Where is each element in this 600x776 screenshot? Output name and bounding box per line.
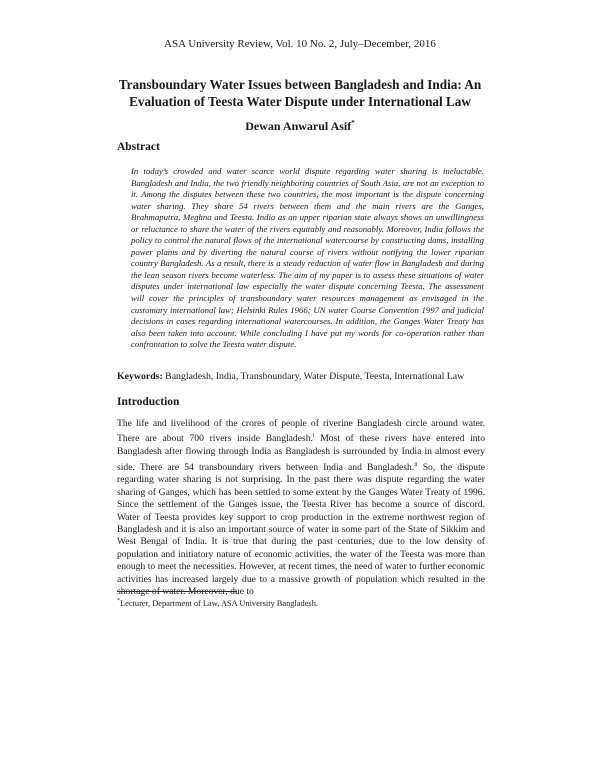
author-line [0, 119, 600, 134]
footnote-text: Lecturer, Department of Law, ASA University Bangladesh. [120, 598, 318, 608]
keywords-line [117, 371, 497, 382]
footnote [117, 598, 318, 608]
running-head: ASA University Review, Vol. 10 No. 2, July–December, 2016 [164, 38, 436, 50]
keywords-text: Bangladesh, India, Transboundary, Water Dispute, Teesta, International Law [165, 371, 465, 382]
intro-text-part1: The life and livelihood of the crores of people of riverine Bangladesh circle around water. There are about 700 rivers inside Bangladesh. [117, 418, 485, 445]
intro-text-part2: Most of these rivers have entered into Bangladesh after flowing through India as Bangladesh is surrounded by India in almost every side. There are 54 transboundary rivers between India and Bangladesh. [117, 433, 486, 473]
article-title: Transboundary Water Issues between Bangladesh and India: An Evaluation of Teesta Water Dispute under International Law [118, 77, 482, 109]
endnote-ref-2: ii [414, 461, 418, 468]
introduction-heading: Introduction [117, 396, 180, 408]
footnote-divider [117, 591, 237, 592]
keywords-label: Keywords: [117, 371, 163, 382]
footnote-mark: * [117, 598, 120, 604]
abstract-text: In today’s crowded and water scarce world dispute regarding water sharing is ineluctable. Bangladesh and India, the two friendly neighboring countries of South Asia, are not an exception to it. Among the disputes between these two countries, the most important is the dispute concerning water sharing. They share 54 rivers between them and the main rivers are the Ganges, Brahmaputra, Meghna and Teesta. India as an upper riparian state always shows an unwillingness or reluctance to share the water of the rivers equitably and reasonably. Moreover, India follows the policy to control the natural flows of the international watercourse by constructing dams, installing power plants and by diverting the natural course of rivers without notifying the lower riparian country Bangladesh. As a result, there is a steady reduction of water flow in Bangladesh and during the lean season rivers become waterless. The aim of my paper is to assess these situations of water disputes under international law especially the water dispute concerning Teesta. The assessment will cover the principles of transboundary water resources management as envisaged in the customary international law; Helsinki Rules 1966; UN water Course Convention 1997 and judicial decisions in cases regarding international watercourses. In addition, the Ganges Water Treaty has also been taken into account. While concluding I have put my words for co-operation rather than confrontation to solve the Teesta water dispute. [131, 166, 484, 350]
intro-text-part3: So, the dispute regarding water sharing is not surprising. In the past there was dispute regarding the water sharing of Ganges, which has been settled to some extent by the Ganges Water Treaty of 1996. Since the settlement of the Ganges issue, the Teesta River has become a source of discord. Water of Teesta provides key support to crop production in the extreme northwest region of Bangladesh and it is also an important source of water in some part of the State of Sikkim and West Bengal of India. It is true that during the past centuries, due to the low density of population and initiatory nature of economic activities, the water of the Teesta was more than enough to meet the necessities. However, at recent times, the need of water to further economic activities has increased largely due to a massive growth of population which resulted in the shortage of water. Moreover, due to [117, 461, 485, 598]
endnote-ref-1: i [312, 433, 315, 440]
introduction-paragraph [117, 418, 485, 599]
author-footnote-mark: * [351, 119, 355, 127]
author-name: Dewan Anwarul Asif [245, 119, 352, 133]
abstract-heading: Abstract [117, 141, 160, 153]
